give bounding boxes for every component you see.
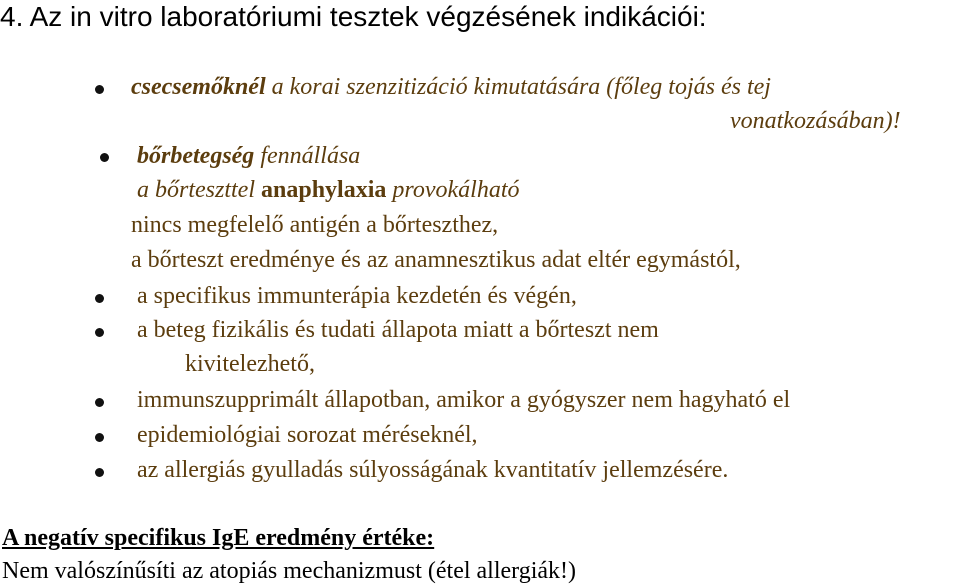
list-item [131, 72, 771, 102]
footer-text: Nem valószínűsíti az atopiás mechanizmust (étel allergiák!) [2, 558, 577, 584]
item-2-bold: bőrbetegség [137, 143, 255, 169]
list-item: epidemiológiai sorozat méréseknél, [137, 422, 478, 448]
list-item [137, 141, 360, 171]
list-item: immunszupprimált állapotban, amikor a gyógyszer nem hagyható el [137, 387, 791, 413]
sub-item-text: a bőrteszttel [137, 177, 261, 203]
list-item: a specifikus immunterápia kezdetén és végén, [137, 283, 577, 309]
footer-heading: A negatív specifikus IgE eredmény értéke: [2, 525, 435, 551]
list-item: a beteg fizikális és tudati állapota miatt a bőrteszt nem [137, 317, 659, 343]
list-item-continuation: kivitelezhető, [185, 351, 315, 377]
item-1-bold: csecsemőknél [131, 74, 266, 100]
item-1-text: a korai szenzitizáció kimutatására (főleg tojás és tej [265, 74, 771, 100]
list-item-continuation: vonatkozásában)! [730, 108, 901, 134]
sub-item-text: provokálható [386, 177, 520, 203]
bullet-icon [95, 294, 104, 303]
sub-item: a bőrteszt eredménye és az anamnesztikus adat eltér egymástól, [131, 247, 741, 273]
sub-item-bold: anaphylaxia [261, 177, 387, 203]
list-item: az allergiás gyulladás súlyosságának kvantitatív jellemzésére. [137, 457, 729, 483]
page-title: 4. Az in vitro laboratóriumi tesztek végzésének indikációi: [0, 1, 707, 32]
bullet-icon [95, 433, 104, 442]
bullet-icon [95, 85, 104, 94]
bullet-icon [95, 328, 104, 337]
sub-item: nincs megfelelő antigén a bőrteszthez, [131, 212, 499, 238]
bullet-icon [100, 153, 109, 162]
bullet-icon [95, 398, 104, 407]
item-2-text: fennállása [254, 143, 361, 169]
sub-item [137, 175, 519, 205]
bullet-icon [95, 468, 104, 477]
